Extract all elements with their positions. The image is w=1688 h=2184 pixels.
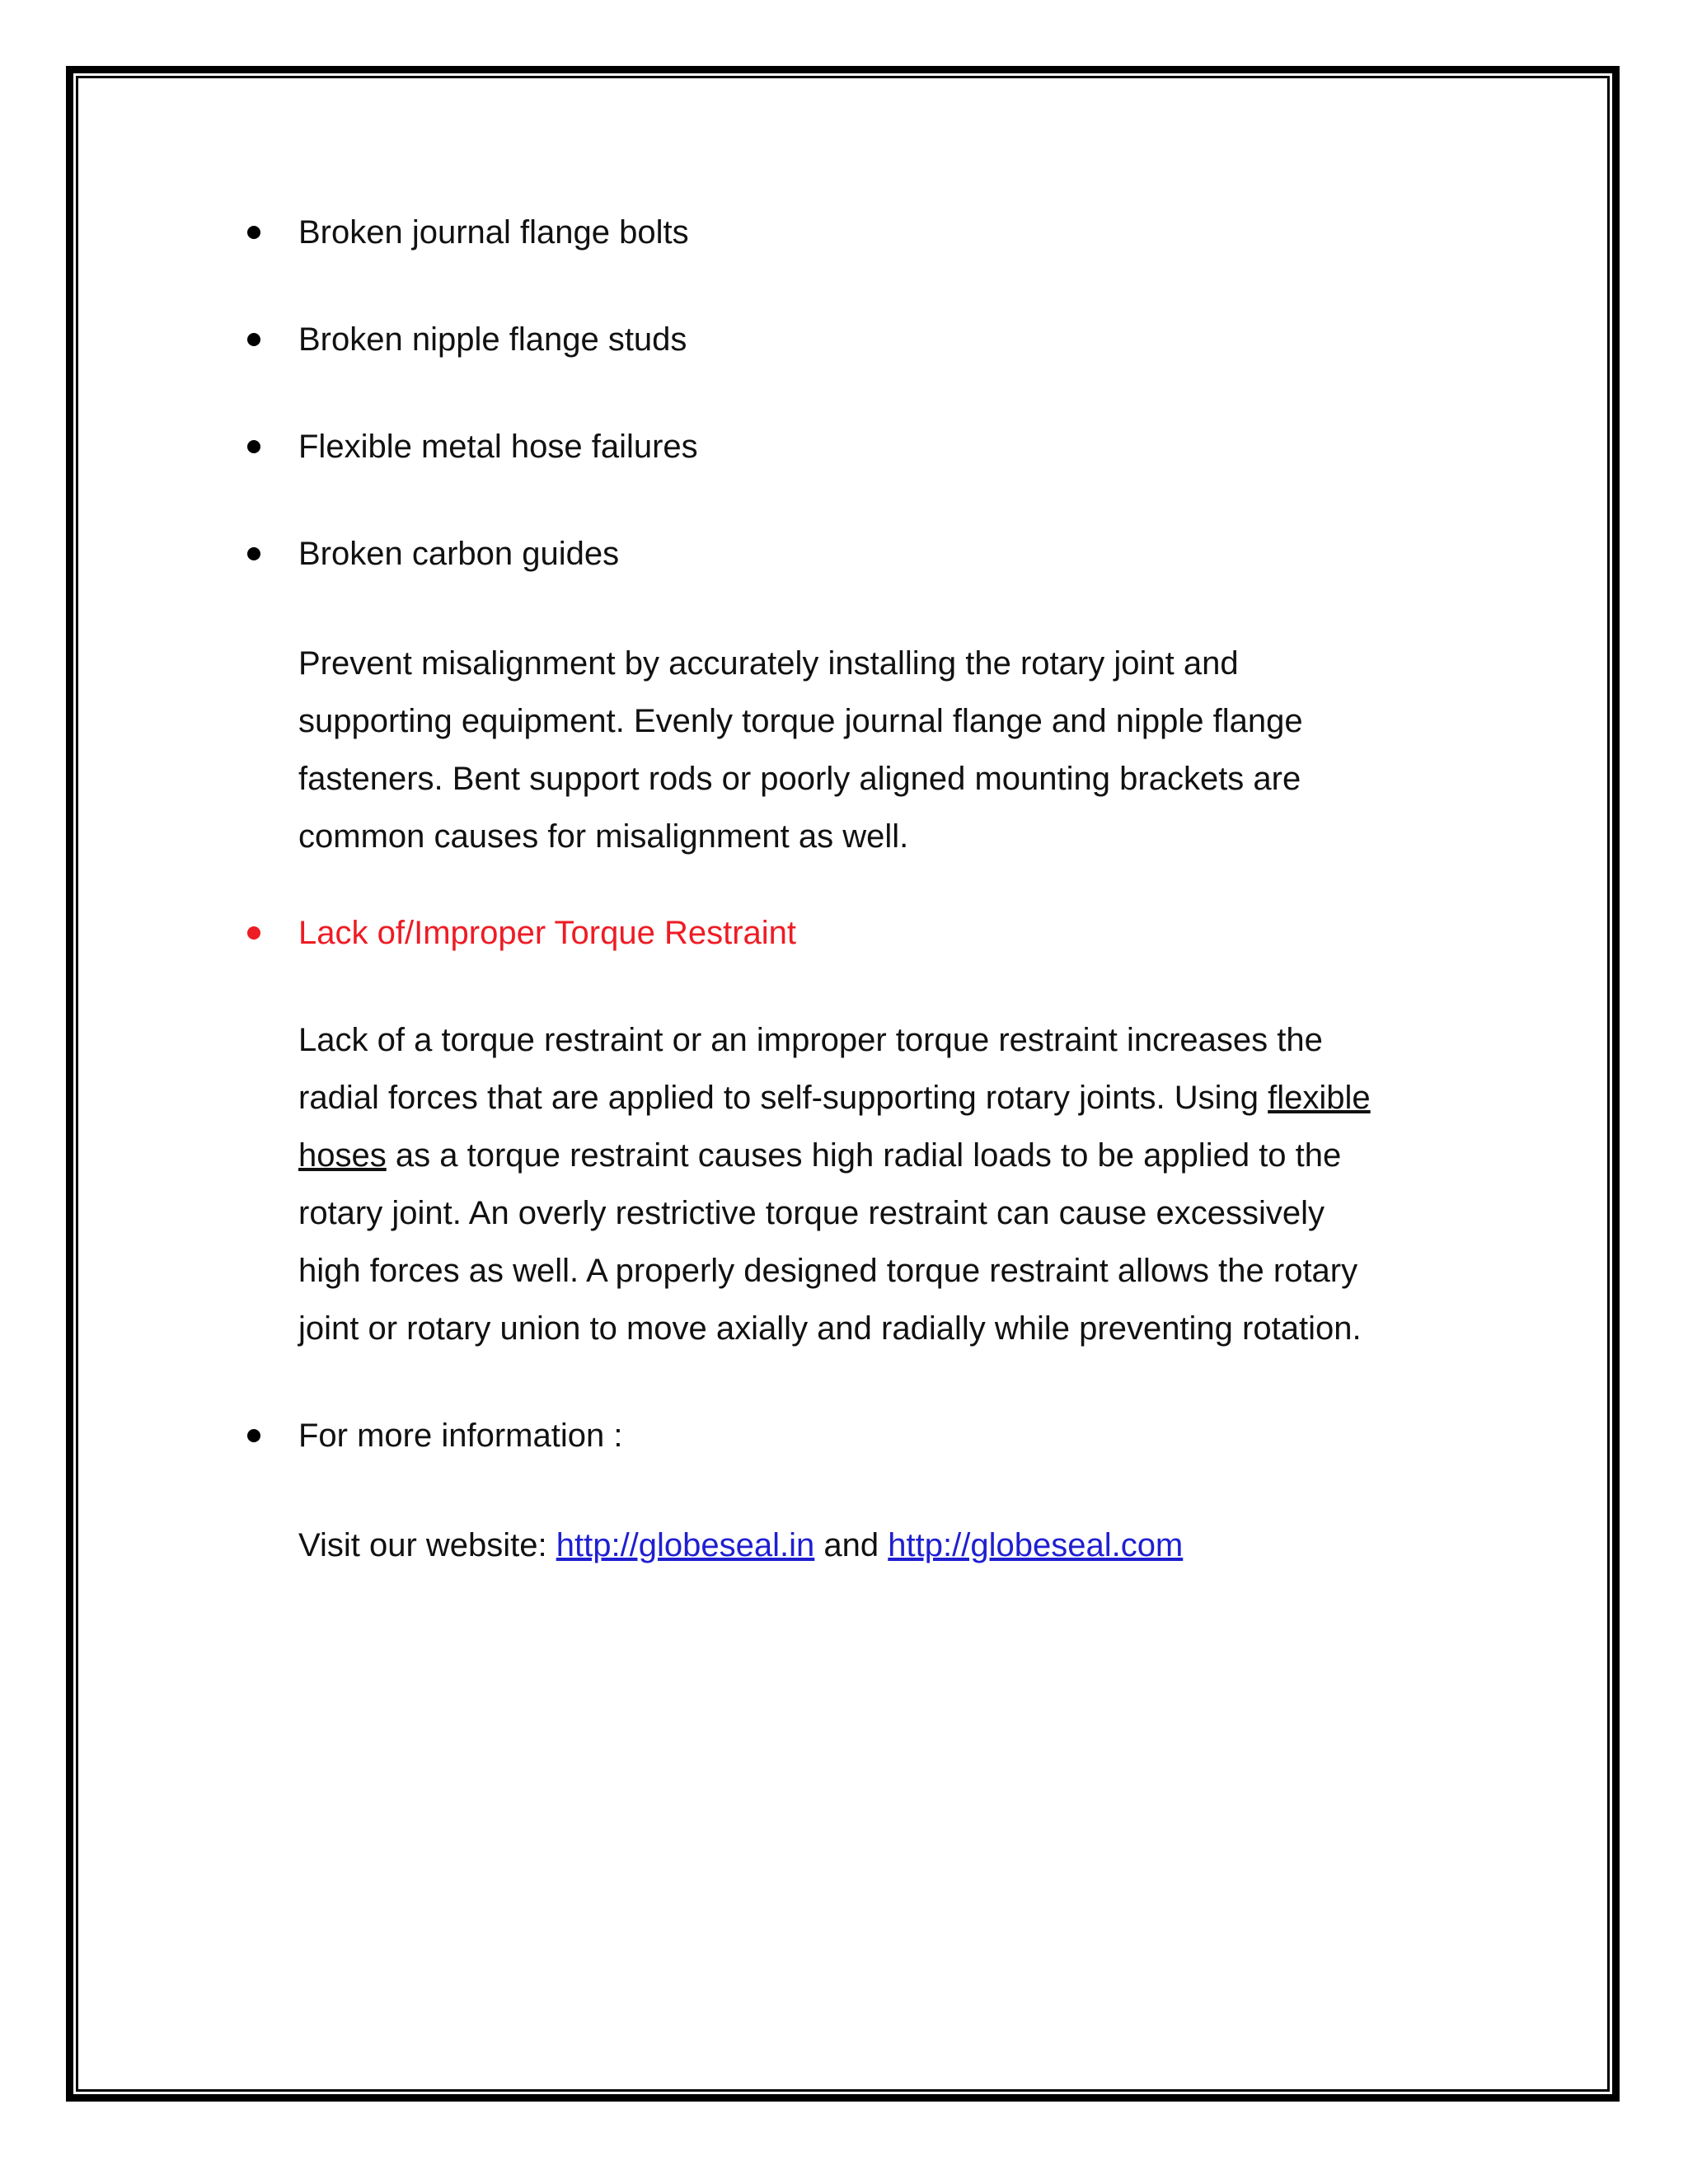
bullet-icon [247,926,260,940]
paragraph-line: high forces as well. A properly designed torque restraint allows the rotary [298,1253,1358,1289]
bullet-icon [247,333,260,346]
section-heading: Lack of/Improper Torque Restraint [298,915,797,951]
bullet-icon [247,226,260,239]
bullet-text: For more information : [298,1418,623,1454]
paragraph-line: Lack of a torque restraint or an improper torque restraint increases the [298,1022,1323,1058]
bullet-icon [247,1429,260,1442]
bullet-text: Broken nipple flange studs [298,321,687,358]
bullet-text: Broken journal flange bolts [298,214,689,251]
bullet-icon [247,440,260,453]
paragraph-text: as a torque restraint causes high radial loads to be applied to the [386,1137,1342,1174]
underlined-term: flexible [1268,1080,1371,1116]
paragraph-line: joint or rotary union to move axially and radially while preventing rotation. [298,1310,1362,1347]
website-paragraph [298,1516,1493,1574]
underlined-term: hoses [298,1137,387,1174]
connector-text: and [814,1527,889,1563]
paragraph-line [298,1069,1493,1127]
bullet-icon [247,547,260,560]
paragraph-line [298,1127,1493,1184]
bullet-text: Broken carbon guides [298,536,620,572]
paragraph-line: rotary joint. An overly restrictive torque restraint can cause excessively [298,1195,1325,1231]
torque-paragraph [298,1011,1493,1357]
paragraph-line: fasteners. Bent support rods or poorly aligned mounting brackets are [298,761,1301,797]
visit-label: Visit our website: [298,1527,556,1563]
paragraph-line: common causes for misalignment as well. [298,818,909,855]
misalignment-paragraph [298,635,1493,865]
paragraph-line: Prevent misalignment by accurately installing the rotary joint and [298,645,1239,682]
paragraph-line: supporting equipment. Evenly torque journal flange and nipple flange [298,703,1303,739]
bullet-text: Flexible metal hose failures [298,429,698,465]
website-link-in[interactable]: http://globeseal.in [556,1527,815,1563]
website-line [298,1516,1493,1574]
paragraph-text: radial forces that are applied to self-supporting rotary joints. Using [298,1080,1268,1116]
website-link-com[interactable]: http://globeseal.com [888,1527,1184,1563]
